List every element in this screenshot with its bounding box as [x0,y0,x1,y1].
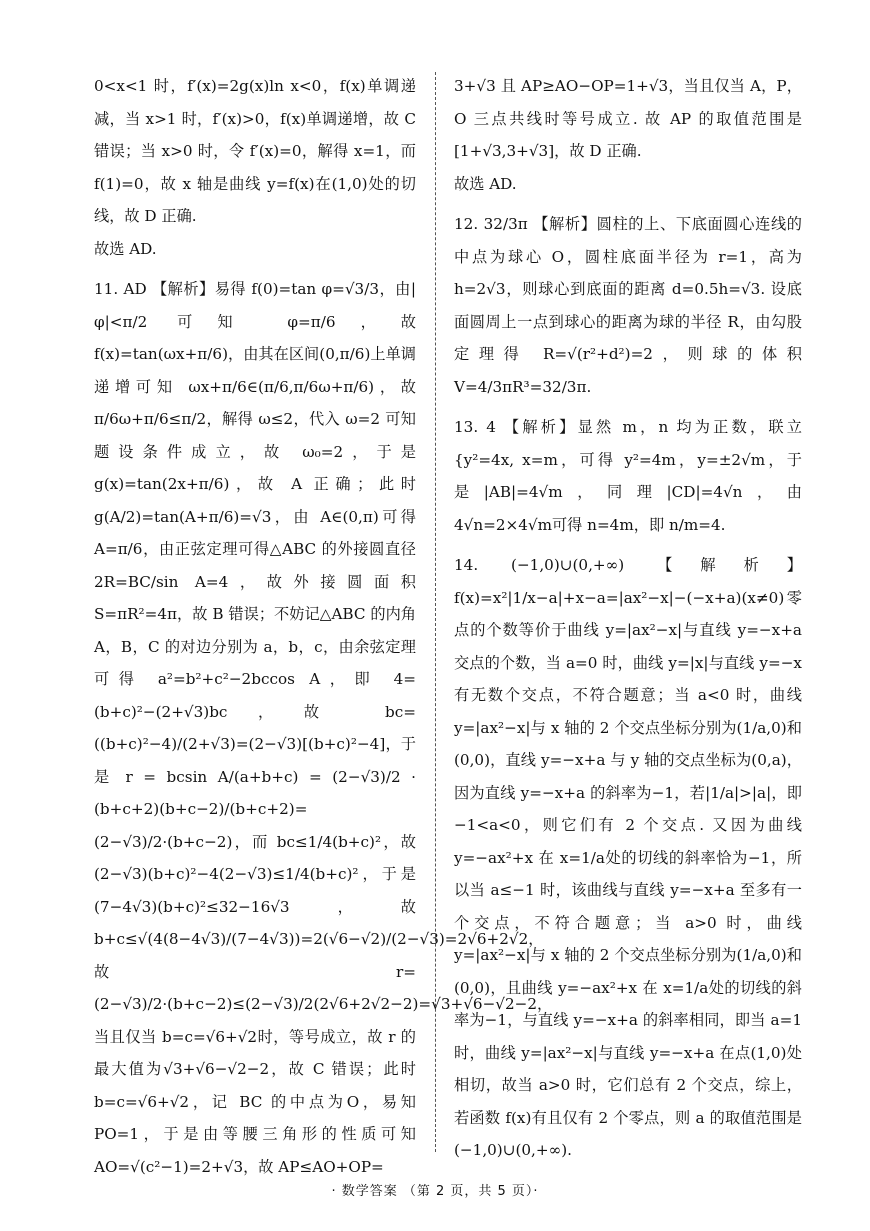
q11-conclusion: 故选 AD. [454,174,517,193]
q10-continuation: 0<x<1 时，f′(x)=2g(x)ln x<0，f(x)单调递减，当 x>1 时，f′(x)>0，f(x)单调递增，故 C 错误；当 x>0 时，令 f′(x)=0，解得 x=1，而 f(1)=0，故 x 轴是曲线 y=f(x)在(1,0)处的切线，故 D 正确. [94,77,416,225]
left-column [94,70,553,1183]
page-footer: · 数学答案 （第 2 页，共 5 页）· [331,1184,539,1199]
q10-conclusion: 故选 AD. [94,239,157,258]
q11-solution: 11. AD 【解析】易得 f(0)=tan φ=√3/3，由|φ|<π/2 可知 φ=π/6，故 f(x)=tan(ωx+π/6)，由其在区间(0,π/6)上单调递增可知 ωx+π/6∈(π/6,π/6ω+π/6)，故π/6ω+π/6≤π/2，解得 ω≤2，代入 ω=2 可知题设条件成立，故 ω₀=2，于是 g(x)=tan(2x+π/6)，故 A 正确；此时 g(A/2)=tan(A+π/6)=√3，由 A∈(0,π)可得 A=π/6，由正弦定理可得△ABC 的外接圆直径 2R=BC/sin A=4，故外接圆面积 S=πR²=4π，故 B 错误；不妨记△ABC 的内角 A，B，C 的对边分别为 a，b，c，由余弦定理可得 a²=b²+c²−2bccos A，即 4=(b+c)²−(2+√3)bc，故 bc=((b+c)²−4)/(2+√3)=(2−√3)[(b+c)²−4]，于是 r = bcsin A/(a+b+c) = (2−√3)/2 · (b+c+2)(b+c−2)/(b+c+2)=(2−√3)/2·(b+c−2)，而 bc≤1/4(b+c)²，故(2−√3)(b+c)²−4(2−√3)≤1/4(b+c)²，于是(7−4√3)(b+c)²≤32−16√3，故 b+c≤√(4(8−4√3)/(7−4√3))=2(√6−√2)/(2−√3)=2√6+2√2，故 r=(2−√3)/2·(b+c−2)≤(2−√3)/2(2√6+2√2−2)=√3+√6−√2−2，当且仅当 b=c=√6+√2时，等号成立，故 r 的最大值为√3+√6−√2−2，故 C 错误；此时 b=c=√6+√2，记 BC 的中点为O，易知 PO=1，于是由等腰三角形的性质可知 AO=√(c²−1)=2+√3，故 AP≤AO+OP= [94,280,553,1176]
q13-solution: 13. 4 【解析】显然 m，n 均为正数，联立{y²=4x, x=m，可得 y²=4m，y=±2√m，于是|AB|=4√m，同理|CD|=4√n，由 4√n=2×4√m可得 n=4m，即 n/m=4. [454,418,802,534]
q12-solution: 12. 32/3π 【解析】圆柱的上、下底面圆心连线的中点为球心 O，圆柱底面半径为 r=1，高为 h=2√3，则球心到底面的距离 d=0.5h=√3. 设底面圆周上一点到球心的距离为球的半径 R，由勾股定理得 R=√(r²+d²)=2，则球的体积 V=4/3πR³=32/3π. [454,215,802,396]
q14-solution: 14. (−1,0)∪(0,+∞) 【解析】f(x)=x²|1/x−a|+x−a=|ax²−x|−(−x+a)(x≠0)零点的个数等价于曲线 y=|ax²−x|与直线 y=−x+a 交点的个数，当 a=0 时，曲线 y=|x|与直线 y=−x 有无数个交点，不符合题意；当 a<0 时，曲线 y=|ax²−x|与 x 轴的 2 个交点坐标分别为(1/a,0)和(0,0)，直线 y=−x+a 与 y 轴的交点坐标为(0,a)，因为直线 y=−x+a 的斜率为−1，若|1/a|>|a|，即−1<a<0，则它们有 2 个交点. 又因为曲线 y=−ax²+x 在 x=1/a处的切线的斜率恰为−1，所以当 a≤−1 时，该曲线与直线 y=−x+a 至多有一个交点，不符合题意；当 a>0 时，曲线 y=|ax²−x|与 x 轴的 2 个交点坐标分别为(1/a,0)和(0,0)，且曲线 y=−ax²+x 在 x=1/a处的切线的斜率为−1，与直线 y=−x+a 的斜率相同，即当 a=1 时，曲线 y=|ax²−x|与直线 y=−x+a 在点(1,0)处相切，故当 a>0 时，它们总有 2 个交点，综上，若函数 f(x)有且仅有 2 个零点，则 a 的取值范围是(−1,0)∪(0,+∞). [454,556,802,1159]
column-divider [435,72,436,1152]
right-column [454,70,802,1167]
q11-continuation: 3+√3 且 AP≥AO−OP=1+√3，当且仅当 A，P，O 三点共线时等号成立. 故 AP 的取值范围是[1+√3,3+√3]，故 D 正确. [454,77,802,160]
